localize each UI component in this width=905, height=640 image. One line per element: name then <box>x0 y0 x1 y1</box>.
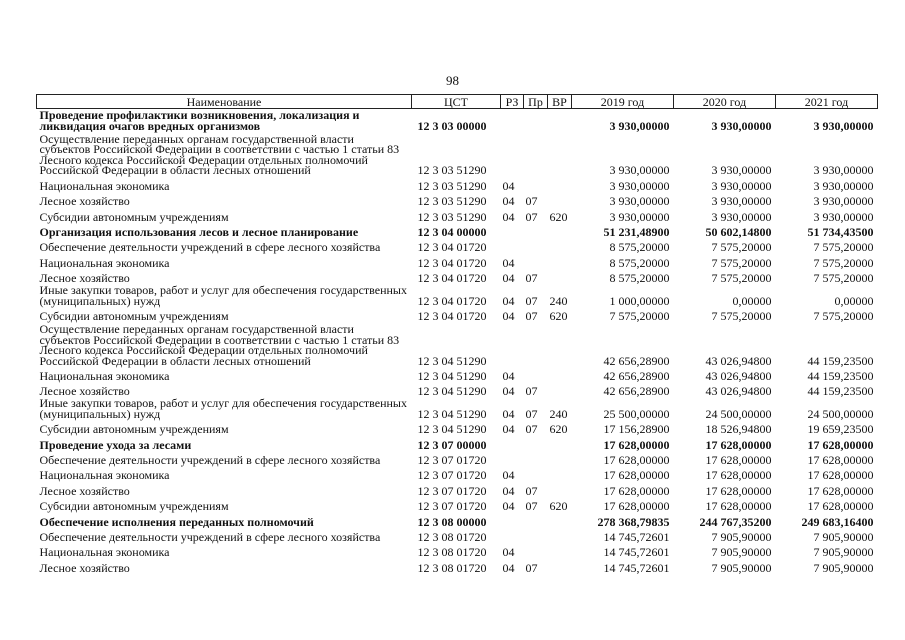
cell-rz <box>501 222 524 237</box>
cell-2020: 17 628,00000 <box>705 452 772 467</box>
cell-rz <box>501 238 524 253</box>
cell-2020: 7 575,20000 <box>711 271 772 286</box>
cell-cst: 12 3 04 01720 <box>417 309 487 323</box>
cell-2021: 249 683,16400 <box>801 514 874 529</box>
cell-2021: 7 575,20000 <box>813 271 874 286</box>
header-name: Наименование <box>37 95 412 109</box>
cell-2021: 3 930,00000 <box>813 178 874 193</box>
cell-2020: 43 026,94800 <box>705 384 772 399</box>
cell-2019: 17 156,28900 <box>603 422 670 437</box>
cell-rz: 04 <box>502 483 515 498</box>
table-row <box>37 268 878 283</box>
cell-pr <box>524 176 548 191</box>
cell-2021: 17 628,00000 <box>807 483 874 498</box>
cell-rz: 04 <box>502 209 515 224</box>
cell-2019: 14 745,72601 <box>603 529 670 544</box>
cell-rz: 04 <box>502 560 515 575</box>
table-row <box>37 542 878 557</box>
cell-cst: 12 3 03 51290 <box>417 178 487 193</box>
cell-rz <box>501 512 524 527</box>
cell-pr <box>524 542 548 557</box>
cell-pr: 07 <box>525 384 538 399</box>
cell-vr <box>548 450 572 465</box>
cell-vr <box>548 191 572 206</box>
cell-cst: 12 3 03 51290 <box>417 163 487 178</box>
table-row <box>37 109 878 132</box>
cell-2021: 17 628,00000 <box>807 468 874 483</box>
cell-2019: 14 745,72601 <box>603 545 670 560</box>
cell-rz <box>501 131 524 176</box>
cell-2021: 7 575,20000 <box>813 255 874 270</box>
cell-name: Национальная экономика <box>39 545 170 560</box>
cell-cst: 12 3 03 00000 <box>417 118 487 133</box>
cell-rz: 04 <box>502 293 515 308</box>
table-row <box>37 238 878 253</box>
cell-vr <box>548 558 572 573</box>
cell-2020: 17 628,00000 <box>705 483 772 498</box>
cell-vr <box>548 238 572 253</box>
cell-name: Организация использования лесов и лесное планирование <box>39 225 359 240</box>
cell-vr <box>548 322 572 367</box>
cell-rz: 04 <box>502 422 515 437</box>
cell-name: Лесное хозяйство <box>39 384 130 399</box>
cell-name: Проведение ухода за лесами <box>39 437 192 452</box>
cell-rz <box>501 450 524 465</box>
cell-2020: 43 026,94800 <box>705 368 772 383</box>
table-row <box>37 527 878 542</box>
cell-vr <box>548 176 572 191</box>
cell-cst: 12 3 04 51290 <box>417 384 487 399</box>
cell-pr <box>524 512 548 527</box>
cell-2019: 1 000,00000 <box>609 293 670 308</box>
cell-rz: 04 <box>502 271 515 286</box>
cell-pr: 07 <box>525 483 538 498</box>
cell-cst: 12 3 04 01720 <box>417 293 487 308</box>
cell-rz: 04 <box>502 545 515 560</box>
cell-name: Лесное хозяйство <box>39 560 130 575</box>
cell-cst: 12 3 04 01720 <box>417 271 487 286</box>
cell-2019: 8 575,20000 <box>609 255 670 270</box>
cell-name: Субсидии автономным учреждениям <box>39 422 229 437</box>
cell-name: Национальная экономика <box>39 178 170 193</box>
cell-vr: 620 <box>549 499 568 514</box>
cell-cst: 12 3 08 01720 <box>417 560 487 575</box>
cell-2020: 3 930,00000 <box>711 178 772 193</box>
cell-2020: 3 930,00000 <box>711 163 772 178</box>
cell-cst: 12 3 08 00000 <box>417 514 487 529</box>
cell-pr <box>524 366 548 381</box>
cell-name: Осуществление переданных органам государственной власти субъектов Российской Федерации в соответствии с частью 1 статьи 83 Лесного кодекса Российской Федерации отдельных полномочий Российской Федерации в области лесных отношений <box>39 131 400 178</box>
cell-vr: 240 <box>549 293 568 308</box>
cell-2021: 7 575,20000 <box>813 240 874 255</box>
cell-name: Лесное хозяйство <box>39 194 130 209</box>
cell-2021: 17 628,00000 <box>807 499 874 514</box>
cell-2021: 44 159,23500 <box>807 368 874 383</box>
cell-vr <box>548 109 572 132</box>
table-row <box>37 131 878 176</box>
cell-2019: 3 930,00000 <box>609 194 670 209</box>
cell-pr: 07 <box>525 406 538 421</box>
cell-pr <box>524 435 548 450</box>
cell-2019: 51 231,48900 <box>603 225 670 240</box>
cell-2019: 3 930,00000 <box>609 178 670 193</box>
cell-name: Национальная экономика <box>39 255 170 270</box>
cell-vr <box>548 435 572 450</box>
header-2020: 2020 год <box>674 95 776 109</box>
table-row <box>37 322 878 367</box>
cell-2019: 3 930,00000 <box>609 163 670 178</box>
cell-2021: 3 930,00000 <box>813 194 874 209</box>
cell-2020: 17 628,00000 <box>705 499 772 514</box>
cell-vr <box>548 222 572 237</box>
header-2019: 2019 год <box>572 95 674 109</box>
table-row <box>37 253 878 268</box>
cell-2021: 7 905,90000 <box>813 545 874 560</box>
page-number: 98 <box>446 73 459 88</box>
table-row <box>37 450 878 465</box>
cell-rz: 04 <box>502 178 515 193</box>
cell-pr: 07 <box>525 309 538 323</box>
cell-cst: 12 3 04 51290 <box>417 353 487 368</box>
cell-name: Осуществление переданных органам государственной власти субъектов Российской Федерации в соответствии с частью 1 статьи 83 Лесного кодекса Российской Федерации отдельных полномочий Российской Федерации в области лесных отношений <box>39 322 400 368</box>
cell-rz <box>501 527 524 542</box>
cell-2020: 7 905,90000 <box>711 529 772 544</box>
cell-2021: 24 500,00000 <box>807 406 874 421</box>
table-row <box>37 366 878 381</box>
cell-2021: 51 734,43500 <box>807 225 874 240</box>
header-rz: РЗ <box>501 95 524 109</box>
cell-2021: 44 159,23500 <box>807 384 874 399</box>
cell-cst: 12 3 04 51290 <box>417 406 487 421</box>
cell-name: Субсидии автономным учреждениям <box>39 309 229 323</box>
cell-cst: 12 3 03 51290 <box>417 209 487 224</box>
cell-2020: 7 905,90000 <box>711 545 772 560</box>
cell-cst: 12 3 04 01720 <box>417 240 487 255</box>
table-row <box>37 222 878 237</box>
cell-vr: 620 <box>549 209 568 224</box>
cell-pr <box>524 222 548 237</box>
cell-cst: 12 3 08 01720 <box>417 545 487 560</box>
cell-name: Субсидии автономным учреждениям <box>39 209 229 224</box>
cell-2019: 8 575,20000 <box>609 240 670 255</box>
cell-name: Субсидии автономным учреждениям <box>39 499 229 514</box>
cell-2021: 19 659,23500 <box>807 422 874 437</box>
cell-2021: 44 159,23500 <box>807 353 874 368</box>
cell-pr: 07 <box>525 422 538 437</box>
cell-vr: 620 <box>549 422 568 437</box>
cell-2019: 8 575,20000 <box>609 271 670 286</box>
table-row <box>37 558 878 573</box>
table-row <box>37 306 878 321</box>
cell-cst: 12 3 04 51290 <box>417 422 487 437</box>
cell-2021: 7 905,90000 <box>813 560 874 575</box>
cell-2021: 3 930,00000 <box>813 163 874 178</box>
cell-2021: 3 930,00000 <box>813 209 874 224</box>
cell-2021: 7 575,20000 <box>813 309 874 323</box>
cell-rz: 04 <box>502 194 515 209</box>
cell-name: Обеспечение деятельности учреждений в сфере лесного хозяйства <box>39 452 381 467</box>
cell-vr <box>548 131 572 176</box>
cell-rz: 04 <box>502 406 515 421</box>
table-row <box>37 435 878 450</box>
cell-2020: 244 767,35200 <box>699 514 772 529</box>
cell-2020: 50 602,14800 <box>705 225 772 240</box>
cell-2019: 7 575,20000 <box>609 309 670 323</box>
cell-rz: 04 <box>502 384 515 399</box>
cell-name: Проведение профилактики возникновения, локализация и ликвидация очагов вредных организмов <box>39 108 360 133</box>
cell-2021: 3 930,00000 <box>813 118 874 133</box>
header-pr: Пр <box>524 95 548 109</box>
cell-rz: 04 <box>502 468 515 483</box>
cell-2021: 0,00000 <box>834 293 874 308</box>
cell-2019: 42 656,28900 <box>603 353 670 368</box>
table-row <box>37 284 878 306</box>
table-body <box>37 109 878 574</box>
cell-2019: 17 628,00000 <box>603 437 670 452</box>
cell-2020: 3 930,00000 <box>711 209 772 224</box>
cell-2020: 43 026,94800 <box>705 353 772 368</box>
cell-rz: 04 <box>502 309 515 323</box>
cell-2019: 42 656,28900 <box>603 368 670 383</box>
cell-2020: 18 526,94800 <box>705 422 772 437</box>
cell-pr: 07 <box>525 560 538 575</box>
cell-pr <box>524 322 548 367</box>
cell-pr <box>524 253 548 268</box>
table-row <box>37 481 878 496</box>
header-vr: ВР <box>548 95 572 109</box>
cell-2020: 7 575,20000 <box>711 255 772 270</box>
cell-pr: 07 <box>525 293 538 308</box>
cell-name: Обеспечение деятельности учреждений в сфере лесного хозяйства <box>39 529 381 544</box>
cell-vr <box>548 268 572 283</box>
budget-table <box>36 94 878 573</box>
cell-vr <box>548 253 572 268</box>
cell-vr <box>548 465 572 480</box>
cell-name: Иные закупки товаров, работ и услуг для обеспечения государственных (муниципальных) нужд <box>39 283 407 308</box>
cell-rz: 04 <box>502 255 515 270</box>
table-row <box>37 465 878 480</box>
cell-cst: 12 3 03 51290 <box>417 194 487 209</box>
cell-cst: 12 3 07 01720 <box>417 452 487 467</box>
cell-cst: 12 3 07 00000 <box>417 437 487 452</box>
cell-rz: 04 <box>502 368 515 383</box>
cell-2020: 7 575,20000 <box>711 240 772 255</box>
cell-vr <box>548 542 572 557</box>
cell-cst: 12 3 07 01720 <box>417 483 487 498</box>
table-row <box>37 207 878 222</box>
cell-rz <box>501 322 524 367</box>
cell-pr: 07 <box>525 499 538 514</box>
cell-2019: 14 745,72601 <box>603 560 670 575</box>
cell-2020: 7 575,20000 <box>711 309 772 323</box>
cell-cst: 12 3 07 01720 <box>417 499 487 514</box>
cell-2019: 3 930,00000 <box>609 118 670 133</box>
table-row <box>37 512 878 527</box>
header-2021: 2021 год <box>776 95 878 109</box>
table-row <box>37 381 878 396</box>
header-cst: ЦСТ <box>412 95 501 109</box>
table-row <box>37 176 878 191</box>
cell-2020: 3 930,00000 <box>711 118 772 133</box>
cell-2019: 17 628,00000 <box>603 499 670 514</box>
cell-2021: 17 628,00000 <box>807 452 874 467</box>
cell-vr: 240 <box>549 406 568 421</box>
cell-name: Лесное хозяйство <box>39 271 130 286</box>
cell-vr <box>548 381 572 396</box>
table-row <box>37 397 878 419</box>
cell-name: Лесное хозяйство <box>39 483 130 498</box>
cell-vr: 620 <box>549 309 568 323</box>
cell-2020: 0,00000 <box>732 293 772 308</box>
cell-2020: 7 905,90000 <box>711 560 772 575</box>
cell-vr <box>548 512 572 527</box>
cell-cst: 12 3 07 01720 <box>417 468 487 483</box>
cell-name: Обеспечение деятельности учреждений в сфере лесного хозяйства <box>39 240 381 255</box>
cell-pr <box>524 131 548 176</box>
cell-2020: 24 500,00000 <box>705 406 772 421</box>
cell-vr <box>548 481 572 496</box>
cell-2019: 3 930,00000 <box>609 209 670 224</box>
cell-cst: 12 3 04 00000 <box>417 225 487 240</box>
cell-rz: 04 <box>502 499 515 514</box>
cell-rz <box>501 109 524 132</box>
cell-cst: 12 3 04 01720 <box>417 255 487 270</box>
cell-2020: 17 628,00000 <box>705 468 772 483</box>
cell-2019: 42 656,28900 <box>603 384 670 399</box>
cell-pr <box>524 465 548 480</box>
cell-cst: 12 3 08 01720 <box>417 529 487 544</box>
cell-pr <box>524 450 548 465</box>
table-header-row <box>37 95 878 109</box>
cell-name: Обеспечение исполнения переданных полномочий <box>39 514 314 529</box>
cell-pr <box>524 527 548 542</box>
cell-vr <box>548 527 572 542</box>
cell-2021: 7 905,90000 <box>813 529 874 544</box>
table-row <box>37 496 878 511</box>
cell-2019: 17 628,00000 <box>603 483 670 498</box>
table-row <box>37 419 878 434</box>
cell-rz <box>501 435 524 450</box>
cell-2021: 17 628,00000 <box>807 437 874 452</box>
cell-name: Национальная экономика <box>39 368 170 383</box>
cell-pr <box>524 238 548 253</box>
cell-pr: 07 <box>525 194 538 209</box>
cell-vr <box>548 366 572 381</box>
cell-pr <box>524 109 548 132</box>
cell-pr: 07 <box>525 271 538 286</box>
cell-2019: 278 368,79835 <box>597 514 670 529</box>
cell-2019: 17 628,00000 <box>603 452 670 467</box>
cell-2019: 17 628,00000 <box>603 468 670 483</box>
table-row <box>37 191 878 206</box>
cell-pr: 07 <box>525 209 538 224</box>
cell-cst: 12 3 04 51290 <box>417 368 487 383</box>
cell-2020: 3 930,00000 <box>711 194 772 209</box>
cell-name: Иные закупки товаров, работ и услуг для обеспечения государственных (муниципальных) нужд <box>39 396 407 421</box>
cell-2020: 17 628,00000 <box>705 437 772 452</box>
cell-2019: 25 500,00000 <box>603 406 670 421</box>
cell-name: Национальная экономика <box>39 468 170 483</box>
